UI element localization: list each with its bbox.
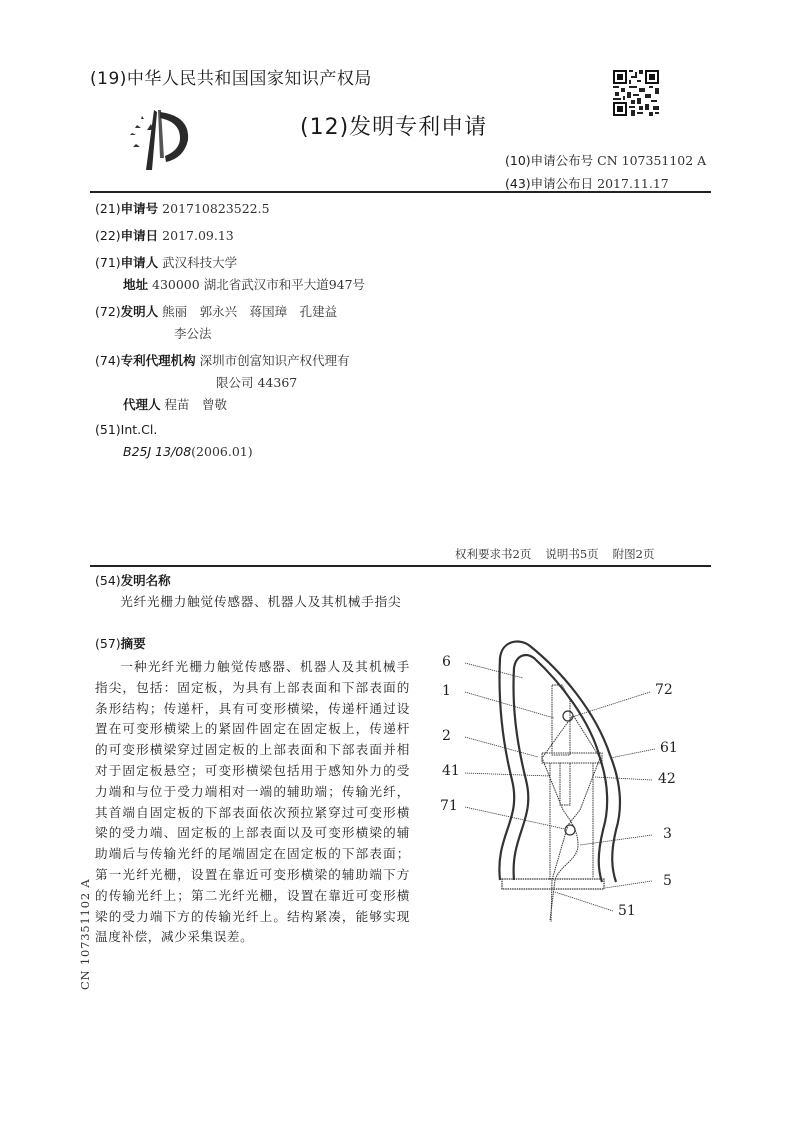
applicant — [95, 253, 237, 271]
field-label: 发明人 — [120, 304, 159, 319]
field-label: 专利代理机构 — [120, 353, 196, 368]
office-name: (19)中华人民共和国国家知识产权局 — [90, 69, 372, 89]
publication-date-label: (43)申请公布日 — [505, 176, 594, 191]
page-counts — [455, 546, 668, 562]
figure-label: 3 — [663, 826, 672, 842]
field-value: 熊丽 郭永兴 蒋国璋 孔建益 — [162, 304, 338, 319]
cnipa-logo-icon — [130, 110, 200, 172]
patent-agency-line2 — [216, 373, 297, 391]
publication-number-value: CN 107351102 A — [597, 153, 707, 168]
field-code: (51) — [95, 422, 121, 437]
field-code: (57) — [95, 636, 121, 651]
ipc-code-value: B25J 13/08 — [123, 444, 192, 459]
ipc-classification — [95, 422, 157, 437]
invention-title: 光纤光栅力触觉传感器、机器人及其机械手指尖 — [120, 594, 402, 609]
field-value: 深圳市创富知识产权代理有 — [199, 353, 350, 368]
field-value: 武汉科技大学 — [162, 255, 238, 270]
fixed-plate — [502, 879, 604, 889]
support-post — [550, 763, 593, 880]
figure-label: 41 — [442, 763, 460, 779]
figure-label: 2 — [442, 728, 451, 744]
publication-date-value: 2017.11.17 — [597, 176, 669, 191]
field-label: 代理人 — [123, 397, 161, 412]
field-label: 申请人 — [120, 255, 159, 270]
field-label: 摘要 — [120, 636, 146, 651]
abstract-heading — [95, 634, 146, 652]
description-pages: 说明书5页 — [545, 547, 599, 561]
field-label: 申请号 — [120, 201, 159, 216]
ipc-version: (2006.01) — [191, 444, 253, 459]
section-divider — [90, 565, 711, 567]
field-label: 发明名称 — [120, 573, 171, 588]
field-label: 地址 — [123, 277, 149, 292]
filing-date — [95, 226, 234, 244]
figure-label: 72 — [655, 682, 673, 698]
transmission-fiber — [542, 715, 600, 922]
field-code: (71) — [95, 255, 121, 270]
field-code: (74) — [95, 353, 121, 368]
invention-title-heading — [95, 571, 171, 589]
figure-label: 6 — [442, 654, 451, 670]
figure-label: 61 — [660, 740, 678, 756]
patent-agency — [95, 351, 350, 369]
ipc-code — [123, 444, 253, 459]
abstract-figure — [430, 630, 700, 930]
drawings-pages: 附图2页 — [612, 547, 655, 561]
figure-label: 51 — [618, 903, 636, 919]
field-value: 201710823522.5 — [162, 201, 270, 216]
field-label: Int.Cl. — [120, 422, 158, 437]
inventors — [95, 302, 337, 320]
document-type: (12)发明专利申请 — [300, 115, 488, 140]
field-value: 2017.09.13 — [162, 228, 234, 243]
publication-number-label: (10)申请公布号 — [505, 153, 594, 168]
deformable-beam — [542, 753, 602, 763]
agent — [123, 395, 227, 413]
field-code: (54) — [95, 573, 121, 588]
figure-label: 1 — [442, 683, 451, 699]
figure-label: 42 — [658, 771, 676, 787]
field-value: 程苗 曾敬 — [164, 397, 228, 412]
field-label: 申请日 — [120, 228, 159, 243]
application-number — [95, 199, 270, 217]
grating-72 — [563, 711, 573, 721]
figure-label: 5 — [663, 873, 672, 889]
inventors-line2 — [174, 324, 212, 342]
figure-label: 71 — [440, 798, 458, 814]
publication-date — [505, 174, 669, 192]
claims-pages: 权利要求书2页 — [455, 547, 532, 561]
publication-number — [505, 151, 706, 169]
field-value: 限公司 44367 — [216, 375, 298, 390]
address — [123, 275, 365, 293]
header-divider — [90, 191, 711, 193]
transfer-rod — [552, 685, 570, 755]
qr-code-icon — [611, 68, 661, 118]
field-code: (72) — [95, 304, 121, 319]
field-code: (21) — [95, 201, 121, 216]
field-value: 李公法 — [174, 326, 212, 341]
field-code: (22) — [95, 228, 121, 243]
abstract-text: 一种光纤光栅力触觉传感器、机器人及其机械手指尖，包括：固定板，为具有上部表面和下部表面的条形结构；传递杆，具有可变形横梁，传递杆通过设置在可变形横梁上的紧固件固定在固定板上，传递杆的可变形横梁穿过固定板的上部表面和下部表面并相对于固定板悬空；可变形横梁包括用于感知外力的受力端和与位于受力端相对一端的辅助端；传输光纤，其首端自固定板的下部表面依次预拉紧穿过可变形横梁的受力端、固定板的上部表面以及可变形横梁的辅助端后与传输光纤的尾端固定在固定板的下部表面；第一光纤光栅，设置在靠近可变形横梁的辅助端下方的传输光纤上；第二光纤光栅，设置在靠近可变形横梁的受力端下方的传输光纤上。结构紧凑，能够实现温度补偿，减少采集误差。 — [95, 659, 410, 945]
side-publication-number: CN 107351102 A — [78, 878, 92, 990]
field-value: 430000 湖北省武汉市和平大道947号 — [152, 277, 366, 292]
